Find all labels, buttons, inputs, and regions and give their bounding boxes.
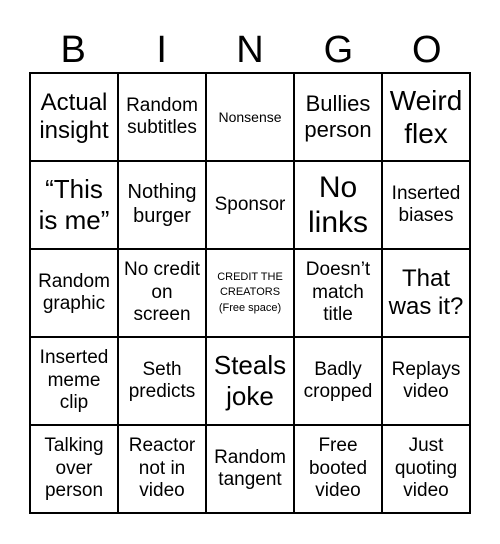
bingo-cell[interactable]: No credit on screen <box>118 249 206 337</box>
bingo-cell[interactable]: Nothing burger <box>118 161 206 249</box>
bingo-header <box>29 28 471 72</box>
bingo-cell-free-space[interactable]: CREDIT THE CREATORS (Free space) <box>206 249 294 337</box>
header-letter-o: O <box>412 29 442 71</box>
bingo-cell[interactable]: No links <box>294 161 382 249</box>
bingo-cell[interactable]: Free booted video <box>294 425 382 513</box>
bingo-cell[interactable]: Doesn’t match title <box>294 249 382 337</box>
bingo-cell[interactable]: Inserted biases <box>382 161 470 249</box>
bingo-cell[interactable]: Just quoting video <box>382 425 470 513</box>
bingo-cell[interactable]: That was it? <box>382 249 470 337</box>
bingo-cell[interactable]: Random tangent <box>206 425 294 513</box>
header-letter-i: I <box>156 29 167 71</box>
bingo-cell[interactable]: Sponsor <box>206 161 294 249</box>
bingo-cell[interactable]: “This is me” <box>30 161 118 249</box>
bingo-board <box>29 72 471 514</box>
bingo-cell[interactable]: Actual insight <box>30 73 118 161</box>
header-letter-g: G <box>323 29 354 71</box>
bingo-cell[interactable]: Replays video <box>382 337 470 425</box>
bingo-cell[interactable]: Steals joke <box>206 337 294 425</box>
bingo-cell[interactable]: Weird flex <box>382 73 470 161</box>
bingo-cell[interactable]: Nonsense <box>206 73 294 161</box>
bingo-cell[interactable]: Random graphic <box>30 249 118 337</box>
bingo-cell[interactable]: Random subtitles <box>118 73 206 161</box>
bingo-cell[interactable]: Bullies person <box>294 73 382 161</box>
bingo-cell[interactable]: Seth predicts <box>118 337 206 425</box>
bingo-cell[interactable]: Reactor not in video <box>118 425 206 513</box>
header-letter-n: N <box>236 29 264 71</box>
bingo-cell[interactable]: Talking over person <box>30 425 118 513</box>
bingo-cell[interactable]: Badly cropped <box>294 337 382 425</box>
header-letter-b: B <box>60 29 86 71</box>
bingo-cell[interactable]: Inserted meme clip <box>30 337 118 425</box>
